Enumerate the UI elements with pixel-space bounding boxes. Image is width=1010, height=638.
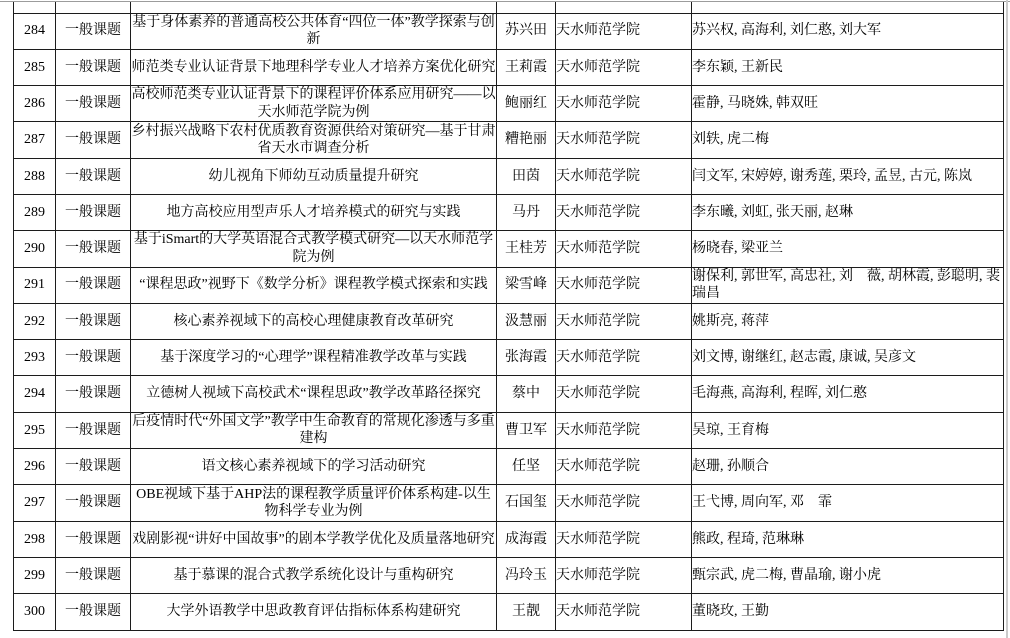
- cell-id: 298: [14, 521, 56, 557]
- cell-title: OBE视域下基于AHP法的课程教学质量评价体系构建-以生物科学专业为例: [131, 485, 497, 521]
- cell-institution: 天水师范学院: [556, 158, 692, 194]
- cell-leader: 石国玺: [497, 485, 556, 521]
- cell-id: 295: [14, 412, 56, 448]
- cell-leader: 苏兴田: [497, 13, 556, 49]
- table-row: [14, 521, 1004, 557]
- cell-members: 刘轶, 虎二梅: [692, 122, 1004, 158]
- cell-category: 一般课题: [56, 13, 131, 49]
- cell-title: [131, 2, 497, 13]
- cell-id: 296: [14, 449, 56, 485]
- cell-id: 285: [14, 49, 56, 85]
- cell-id: 297: [14, 485, 56, 521]
- cell-category: 一般课题: [56, 449, 131, 485]
- cell-members: 吴琼, 王育梅: [692, 412, 1004, 448]
- cell-title: 立德树人视域下高校武术“课程思政”教学改革路径探究: [131, 376, 497, 412]
- cell-members: 李东曦, 刘虹, 张天丽, 赵琳: [692, 194, 1004, 230]
- cell-leader: 汲慧丽: [497, 303, 556, 339]
- cell-leader: 冯玲玉: [497, 557, 556, 593]
- cell-title: 基于身体素养的普通高校公共体育“四位一体”教学探索与创新: [131, 13, 497, 49]
- cell-institution: 天水师范学院: [556, 13, 692, 49]
- cell-members: 毛海燕, 高海利, 程晖, 刘仁憨: [692, 376, 1004, 412]
- cell-leader: 成海霞: [497, 521, 556, 557]
- cell-title: “课程思政”视野下《数学分析》课程教学模式探索和实践: [131, 267, 497, 303]
- cell-institution: 天水师范学院: [556, 485, 692, 521]
- cell-leader: [497, 2, 556, 13]
- project-table-body: [14, 2, 1004, 630]
- table-row: [14, 49, 1004, 85]
- cell-category: 一般课题: [56, 49, 131, 85]
- table-row: [14, 594, 1004, 630]
- cell-id: 284: [14, 13, 56, 49]
- table-row: [14, 485, 1004, 521]
- cell-category: 一般课题: [56, 267, 131, 303]
- cell-institution: 天水师范学院: [556, 412, 692, 448]
- cell-leader: 田茵: [497, 158, 556, 194]
- cell-title: 戏剧影视“讲好中国故事”的剧本学教学优化及质量落地研究: [131, 521, 497, 557]
- cell-members: 杨晓春, 梁亚兰: [692, 231, 1004, 267]
- cell-members: 谢保利, 郭世军, 高忠社, 刘 薇, 胡林霞, 彭聪明, 裴瑞昌: [692, 267, 1004, 303]
- table-row-partial: [14, 2, 1004, 13]
- cell-leader: 王桂芳: [497, 231, 556, 267]
- table-row: [14, 194, 1004, 230]
- cell-institution: 天水师范学院: [556, 340, 692, 376]
- cell-category: 一般课题: [56, 303, 131, 339]
- table-row: [14, 13, 1004, 49]
- cell-leader: 蔡中: [497, 376, 556, 412]
- cell-institution: 天水师范学院: [556, 376, 692, 412]
- cell-institution: 天水师范学院: [556, 86, 692, 122]
- cell-members: 董晓玫, 王勤: [692, 594, 1004, 630]
- cell-id: 300: [14, 594, 56, 630]
- cell-title: 幼儿视角下师幼互动质量提升研究: [131, 158, 497, 194]
- cell-id: 291: [14, 267, 56, 303]
- cell-leader: 梁雪峰: [497, 267, 556, 303]
- cell-category: 一般课题: [56, 194, 131, 230]
- cell-members: 姚斯亮, 蒋萍: [692, 303, 1004, 339]
- table-row: [14, 412, 1004, 448]
- table-row: [14, 340, 1004, 376]
- cell-category: 一般课题: [56, 485, 131, 521]
- table-row: [14, 303, 1004, 339]
- cell-title: 基于深度学习的“心理学”课程精准教学改革与实践: [131, 340, 497, 376]
- cell-category: 一般课题: [56, 231, 131, 267]
- cell-leader: 马丹: [497, 194, 556, 230]
- cell-title: 核心素养视域下的高校心理健康教育改革研究: [131, 303, 497, 339]
- table-row: [14, 557, 1004, 593]
- cell-id: 292: [14, 303, 56, 339]
- cell-leader: 张海霞: [497, 340, 556, 376]
- cell-title: 师范类专业认证背景下地理科学专业人才培养方案优化研究: [131, 49, 497, 85]
- cell-members: 苏兴权, 高海利, 刘仁憨, 刘大军: [692, 13, 1004, 49]
- cell-title: 大学外语教学中思政教育评估指标体系构建研究: [131, 594, 497, 630]
- cell-title: 基于iSmart的大学英语混合式教学模式研究—以天水师范学院为例: [131, 231, 497, 267]
- cell-leader: 王靓: [497, 594, 556, 630]
- cell-leader: 任坚: [497, 449, 556, 485]
- cell-institution: 天水师范学院: [556, 594, 692, 630]
- cell-institution: 天水师范学院: [556, 194, 692, 230]
- cell-institution: 天水师范学院: [556, 449, 692, 485]
- cell-title: 基于慕课的混合式教学系统化设计与重构研究: [131, 557, 497, 593]
- table-row: [14, 267, 1004, 303]
- cell-title: 乡村振兴战略下农村优质教育资源供给对策研究—基于甘肃省天水市调查分析: [131, 122, 497, 158]
- page-right-edge-line: [1006, 0, 1008, 638]
- cell-members: 甄宗武, 虎二梅, 曹晶瑜, 谢小虎: [692, 557, 1004, 593]
- cell-institution: 天水师范学院: [556, 49, 692, 85]
- cell-id: 288: [14, 158, 56, 194]
- cell-id: 290: [14, 231, 56, 267]
- cell-institution: [556, 2, 692, 13]
- cell-category: 一般课题: [56, 412, 131, 448]
- cell-members: 刘文博, 谢继红, 赵志霞, 康诚, 吴彦文: [692, 340, 1004, 376]
- cell-leader: 糟艳丽: [497, 122, 556, 158]
- cell-category: 一般课题: [56, 557, 131, 593]
- cell-members: 熊政, 程琦, 范琳琳: [692, 521, 1004, 557]
- cell-institution: 天水师范学院: [556, 122, 692, 158]
- cell-members: 李东颖, 王新民: [692, 49, 1004, 85]
- cell-category: 一般课题: [56, 158, 131, 194]
- cell-title: 地方高校应用型声乐人才培养模式的研究与实践: [131, 194, 497, 230]
- table-row: [14, 376, 1004, 412]
- cell-members: 王弋博, 周向军, 邓 霏: [692, 485, 1004, 521]
- cell-leader: 鲍丽红: [497, 86, 556, 122]
- cell-members: 闫文军, 宋婷婷, 谢秀莲, 栗玲, 孟昱, 古元, 陈岚: [692, 158, 1004, 194]
- cell-id: 294: [14, 376, 56, 412]
- cell-category: [56, 2, 131, 13]
- cell-id: 299: [14, 557, 56, 593]
- cell-title: 高校师范类专业认证背景下的课程评价体系应用研究——以天水师范学院为例: [131, 86, 497, 122]
- cell-category: 一般课题: [56, 521, 131, 557]
- cell-category: 一般课题: [56, 86, 131, 122]
- cell-category: 一般课题: [56, 376, 131, 412]
- cell-institution: 天水师范学院: [556, 231, 692, 267]
- cell-members: 霍静, 马晓姝, 韩双旺: [692, 86, 1004, 122]
- cell-leader: 王莉霞: [497, 49, 556, 85]
- cell-id: 286: [14, 86, 56, 122]
- cell-id: 293: [14, 340, 56, 376]
- cell-institution: 天水师范学院: [556, 557, 692, 593]
- cell-institution: 天水师范学院: [556, 303, 692, 339]
- cell-category: 一般课题: [56, 594, 131, 630]
- cell-title: 后疫情时代“外国文学”教学中生命教育的常规化渗透与多重建构: [131, 412, 497, 448]
- table-row: [14, 158, 1004, 194]
- cell-institution: 天水师范学院: [556, 267, 692, 303]
- table-row: [14, 449, 1004, 485]
- cell-title: 语文核心素养视域下的学习活动研究: [131, 449, 497, 485]
- project-list-table: [13, 2, 1004, 631]
- cell-id: [14, 2, 56, 13]
- cell-category: 一般课题: [56, 340, 131, 376]
- cell-category: 一般课题: [56, 122, 131, 158]
- cell-id: 289: [14, 194, 56, 230]
- table-row: [14, 231, 1004, 267]
- cell-members: [692, 2, 1004, 13]
- cell-id: 287: [14, 122, 56, 158]
- cell-leader: 曹卫军: [497, 412, 556, 448]
- table-row: [14, 86, 1004, 122]
- cell-institution: 天水师范学院: [556, 521, 692, 557]
- table-row: [14, 122, 1004, 158]
- cell-members: 赵珊, 孙顺合: [692, 449, 1004, 485]
